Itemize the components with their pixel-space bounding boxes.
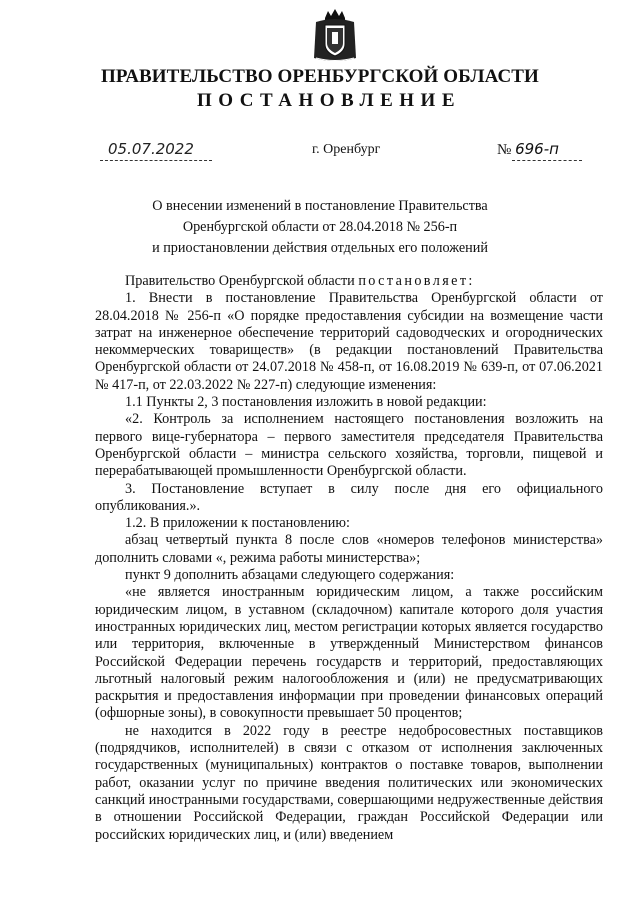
body-paragraph: «2. Контроль за исполнением настоящего постановления возложить на первого вице-губернатора – первого заместителя председателя Правительства Оренбургской области – министра сельского хозяйства, торговли, пищевой и перерабатывающей промышленности Оренбургской области. xyxy=(95,411,603,480)
subject-line: О внесении изменений в постановление Правительства xyxy=(152,198,488,214)
number-sign: № xyxy=(497,142,512,158)
body-paragraph: «не является иностранным юридическим лицом, а также российским юридическим лицом, в уставном (складочном) капитале которого доля участия иностранных юридических лиц, местом регистрации которых является государство или территория, включенные в утвержденный Министерством финансов Российской Федерации перечень государств и территорий, предоставляющих льготный налоговый режим налогообложения и (или) не предусматривающих раскрытия и предоставления информации при проведении финансовых операций (офшорные зоны), в совокупности превышает 50 процентов; xyxy=(95,584,603,722)
intro-resolves: постановляет: xyxy=(358,273,475,289)
body-paragraph: 1.2. В приложении к постановлению: xyxy=(125,515,350,532)
document-body xyxy=(95,273,603,844)
number-value: 696-п xyxy=(515,140,559,158)
body-paragraph: 1.1 Пункты 2, 3 постановления изложить в новой редакции: xyxy=(125,394,487,411)
coat-of-arms-icon xyxy=(312,8,358,64)
document-type: ПОСТАНОВЛЕНИЕ xyxy=(196,90,462,111)
document-date: 05.07.2022 xyxy=(108,140,194,158)
document-city: г. Оренбург xyxy=(312,142,381,157)
body-paragraph: пункт 9 дополнить абзацами следующего содержания: xyxy=(125,567,455,584)
document-meta xyxy=(0,140,640,164)
body-paragraph: 3. Постановление вступает в силу после дня его официального опубликования.». xyxy=(95,480,603,514)
subject-line: и приостановлении действия отдельных его положений xyxy=(152,240,488,256)
document-subject xyxy=(0,196,640,259)
government-title: ПРАВИТЕЛЬСТВО ОРЕНБУРГСКОЙ ОБЛАСТИ xyxy=(101,66,539,87)
date-underline xyxy=(100,160,212,161)
subject-line: Оренбургской области от 28.04.2018 № 256-п xyxy=(182,219,458,235)
body-paragraph: не находится в 2022 году в реестре недобросовестных поставщиков (подрядчиков, исполнителей) в связи с отказом от исполнения заключенных государственных (муниципальных) контрактов о поставке товаров, выполнении работ, оказании услуг по причине введения политических или экономических санкций иностранными государствами, совершающими недружественные действия в отношении Российской Федерации, граждан Российской Федерации или российских юридических лиц, и (или) введением xyxy=(95,722,603,843)
document-number xyxy=(497,140,559,159)
intro-prefix: Правительство Оренбургской области xyxy=(125,273,359,289)
number-underline xyxy=(512,160,582,161)
body-paragraph: абзац четвертый пункта 8 после слов «номеров телефонов министерства» дополнить словами «, режима работы министерства»; xyxy=(95,532,603,566)
intro-paragraph xyxy=(95,273,603,290)
body-paragraph: 1. Внести в постановление Правительства Оренбургской области от 28.04.2018 № 256-п «О порядке предоставления субсидии на возмещение части затрат на инженерное обеспечение территорий садоводческих и огороднических некоммерческих товариществ» (в редакции постановлений Правительства Оренбургской области от 24.07.2018 № 458-п, от 16.08.2019 № 639-п, от 07.06.2021 № 417-п, от 22.03.2022 № 227-п) следующие изменения: xyxy=(95,290,603,393)
